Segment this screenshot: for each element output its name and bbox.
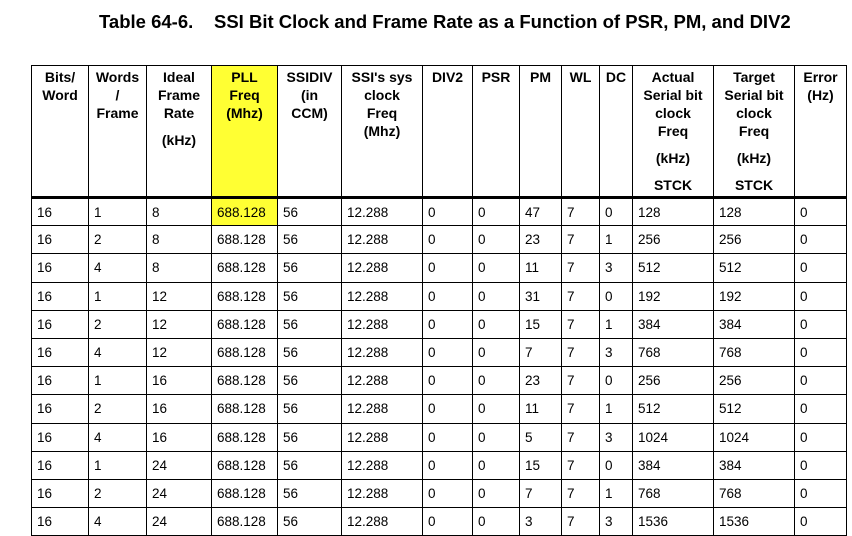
cell-pll-freq: 688.128 [212, 226, 278, 254]
header-line: Bits/ [44, 69, 76, 85]
table-row [32, 479, 847, 507]
cell-pll-freq: 688.128 [212, 508, 278, 536]
cell-pll-freq: 688.128 [212, 451, 278, 479]
cell-target-serial: 1024 [714, 423, 795, 451]
cell-dc: 3 [600, 254, 633, 282]
column-header-dc [600, 66, 633, 198]
header-line: Serial bit [724, 87, 784, 103]
column-header-pll-freq [212, 66, 278, 198]
cell-dc: 3 [600, 508, 633, 536]
cell-actual-serial: 384 [633, 310, 714, 338]
header-row [32, 66, 847, 198]
cell-dc: 3 [600, 423, 633, 451]
cell-div2: 0 [423, 226, 473, 254]
table-row [32, 395, 847, 423]
table-row [32, 310, 847, 338]
header-spacer [633, 167, 713, 176]
cell-ssi-sys-clock: 12.288 [342, 226, 423, 254]
cell-wl: 7 [562, 367, 600, 395]
cell-ssi-sys-clock: 12.288 [342, 423, 423, 451]
cell-target-serial: 768 [714, 338, 795, 366]
cell-bits-word: 16 [32, 508, 89, 536]
header-line: Frame [157, 87, 201, 103]
cell-ssi-sys-clock: 12.288 [342, 338, 423, 366]
table-row [32, 198, 847, 226]
cell-div2: 0 [423, 423, 473, 451]
table-caption [99, 10, 799, 33]
cell-pm: 23 [520, 367, 562, 395]
cell-bits-word: 16 [32, 395, 89, 423]
column-header-bits-word [32, 66, 89, 198]
cell-target-serial: 512 [714, 395, 795, 423]
cell-div2: 0 [423, 338, 473, 366]
cell-div2: 0 [423, 451, 473, 479]
cell-bits-word: 16 [32, 282, 89, 310]
cell-actual-serial: 256 [633, 226, 714, 254]
column-header-ideal-frame-rate [147, 66, 212, 198]
header-line: Freq [657, 123, 689, 139]
cell-actual-serial: 256 [633, 367, 714, 395]
header-spacer [147, 122, 211, 131]
table-header [32, 66, 847, 198]
cell-ssidiv: 56 [278, 254, 342, 282]
cell-ideal-frame-rate: 16 [147, 423, 212, 451]
header-line: SSI's sys [351, 69, 413, 85]
cell-ssidiv: 56 [278, 198, 342, 226]
cell-error: 0 [795, 479, 847, 507]
cell-ssidiv: 56 [278, 367, 342, 395]
cell-actual-serial: 768 [633, 338, 714, 366]
cell-psr: 0 [473, 338, 520, 366]
header-spacer [714, 167, 794, 176]
cell-words-frame: 2 [89, 310, 147, 338]
cell-ideal-frame-rate: 16 [147, 367, 212, 395]
cell-words-frame: 2 [89, 395, 147, 423]
cell-bits-word: 16 [32, 198, 89, 226]
header-line: clock [364, 87, 400, 103]
header-line: / [115, 87, 120, 103]
table-row [32, 254, 847, 282]
cell-wl: 7 [562, 338, 600, 366]
cell-pll-freq: 688.128 [212, 423, 278, 451]
cell-bits-word: 16 [32, 451, 89, 479]
cell-actual-serial: 192 [633, 282, 714, 310]
header-line: DC [605, 69, 627, 85]
cell-psr: 0 [473, 310, 520, 338]
cell-dc: 1 [600, 395, 633, 423]
header-line: Error [803, 69, 838, 85]
header-line: Ideal [163, 69, 195, 85]
cell-ssi-sys-clock: 12.288 [342, 479, 423, 507]
cell-pll-freq: 688.128 [212, 395, 278, 423]
cell-wl: 7 [562, 423, 600, 451]
header-line: PM [530, 69, 551, 85]
cell-ssidiv: 56 [278, 226, 342, 254]
header-line: (Mhz) [363, 123, 401, 139]
cell-ssi-sys-clock: 12.288 [342, 395, 423, 423]
cell-pm: 11 [520, 395, 562, 423]
cell-target-serial: 768 [714, 479, 795, 507]
cell-ideal-frame-rate: 12 [147, 338, 212, 366]
column-header-pm [520, 66, 562, 198]
header-line: PSR [481, 69, 511, 85]
cell-ideal-frame-rate: 24 [147, 479, 212, 507]
cell-words-frame: 4 [89, 338, 147, 366]
cell-pm: 5 [520, 423, 562, 451]
cell-ideal-frame-rate: 12 [147, 282, 212, 310]
cell-ideal-frame-rate: 8 [147, 254, 212, 282]
cell-target-serial: 384 [714, 310, 795, 338]
cell-pm: 31 [520, 282, 562, 310]
header-line: (kHz) [655, 150, 691, 166]
cell-target-serial: 256 [714, 226, 795, 254]
cell-wl: 7 [562, 310, 600, 338]
cell-pll-freq: 688.128 [212, 479, 278, 507]
cell-ideal-frame-rate: 8 [147, 226, 212, 254]
cell-words-frame: 4 [89, 423, 147, 451]
column-header-ssidiv [278, 66, 342, 198]
cell-bits-word: 16 [32, 226, 89, 254]
cell-words-frame: 2 [89, 226, 147, 254]
table-number: Table 64-6. [99, 11, 194, 32]
header-line: Words [95, 69, 140, 85]
header-line: Frame [96, 105, 139, 121]
header-line: STCK [653, 177, 693, 193]
cell-dc: 0 [600, 198, 633, 226]
cell-wl: 7 [562, 395, 600, 423]
cell-pll-freq: 688.128 [212, 282, 278, 310]
table-body [32, 198, 847, 536]
cell-dc: 1 [600, 226, 633, 254]
cell-words-frame: 4 [89, 254, 147, 282]
cell-div2: 0 [423, 479, 473, 507]
table-row [32, 338, 847, 366]
header-line: (Mhz) [226, 105, 263, 121]
header-line: Freq [229, 87, 260, 103]
column-header-ssi-sys-clock [342, 66, 423, 198]
cell-bits-word: 16 [32, 423, 89, 451]
cell-actual-serial: 1024 [633, 423, 714, 451]
header-line: SSIDIV [286, 69, 333, 85]
header-line: Rate [163, 105, 195, 121]
cell-wl: 7 [562, 508, 600, 536]
cell-ssidiv: 56 [278, 423, 342, 451]
cell-error: 0 [795, 254, 847, 282]
cell-dc: 0 [600, 451, 633, 479]
cell-div2: 0 [423, 198, 473, 226]
cell-dc: 1 [600, 310, 633, 338]
cell-error: 0 [795, 423, 847, 451]
cell-pll-freq: 688.128 [212, 198, 278, 226]
header-line: Freq [738, 123, 770, 139]
table-row [32, 451, 847, 479]
cell-div2: 0 [423, 367, 473, 395]
cell-bits-word: 16 [32, 310, 89, 338]
table-row [32, 226, 847, 254]
cell-ssidiv: 56 [278, 395, 342, 423]
column-header-actual-serial [633, 66, 714, 198]
cell-ssi-sys-clock: 12.288 [342, 367, 423, 395]
header-line: (Hz) [807, 87, 834, 103]
cell-actual-serial: 384 [633, 451, 714, 479]
cell-ssi-sys-clock: 12.288 [342, 198, 423, 226]
header-line: clock [655, 105, 691, 121]
cell-pm: 7 [520, 338, 562, 366]
cell-pm: 11 [520, 254, 562, 282]
cell-target-serial: 256 [714, 367, 795, 395]
cell-target-serial: 128 [714, 198, 795, 226]
cell-ssi-sys-clock: 12.288 [342, 254, 423, 282]
cell-error: 0 [795, 451, 847, 479]
header-line: DIV2 [431, 69, 464, 85]
header-line: CCM) [291, 105, 328, 121]
cell-ideal-frame-rate: 16 [147, 395, 212, 423]
cell-psr: 0 [473, 508, 520, 536]
header-line: Serial bit [643, 87, 703, 103]
cell-error: 0 [795, 198, 847, 226]
cell-ssidiv: 56 [278, 451, 342, 479]
cell-pm: 15 [520, 310, 562, 338]
cell-ssidiv: 56 [278, 479, 342, 507]
cell-ssi-sys-clock: 12.288 [342, 310, 423, 338]
cell-wl: 7 [562, 254, 600, 282]
cell-bits-word: 16 [32, 254, 89, 282]
header-line: Freq [366, 105, 398, 121]
cell-pll-freq: 688.128 [212, 338, 278, 366]
table-row [32, 367, 847, 395]
cell-ideal-frame-rate: 8 [147, 198, 212, 226]
cell-actual-serial: 1536 [633, 508, 714, 536]
cell-ssidiv: 56 [278, 310, 342, 338]
cell-psr: 0 [473, 395, 520, 423]
cell-pm: 47 [520, 198, 562, 226]
cell-actual-serial: 512 [633, 395, 714, 423]
cell-words-frame: 2 [89, 479, 147, 507]
cell-ssi-sys-clock: 12.288 [342, 451, 423, 479]
cell-ssidiv: 56 [278, 282, 342, 310]
cell-div2: 0 [423, 508, 473, 536]
cell-error: 0 [795, 226, 847, 254]
cell-psr: 0 [473, 479, 520, 507]
cell-words-frame: 1 [89, 282, 147, 310]
cell-actual-serial: 128 [633, 198, 714, 226]
cell-ssidiv: 56 [278, 508, 342, 536]
cell-bits-word: 16 [32, 479, 89, 507]
cell-error: 0 [795, 310, 847, 338]
cell-psr: 0 [473, 254, 520, 282]
cell-ideal-frame-rate: 12 [147, 310, 212, 338]
cell-ssi-sys-clock: 12.288 [342, 508, 423, 536]
cell-dc: 0 [600, 282, 633, 310]
cell-dc: 0 [600, 367, 633, 395]
cell-pm: 7 [520, 479, 562, 507]
table-row [32, 423, 847, 451]
cell-psr: 0 [473, 423, 520, 451]
cell-psr: 0 [473, 367, 520, 395]
cell-wl: 7 [562, 282, 600, 310]
header-line: Actual [651, 69, 695, 85]
header-spacer [633, 140, 713, 149]
header-line: (kHz) [736, 150, 772, 166]
cell-psr: 0 [473, 451, 520, 479]
cell-wl: 7 [562, 479, 600, 507]
cell-wl: 7 [562, 198, 600, 226]
cell-pll-freq: 688.128 [212, 254, 278, 282]
header-line: Word [42, 87, 78, 103]
cell-target-serial: 1536 [714, 508, 795, 536]
cell-words-frame: 1 [89, 367, 147, 395]
cell-words-frame: 1 [89, 451, 147, 479]
cell-words-frame: 1 [89, 198, 147, 226]
cell-ideal-frame-rate: 24 [147, 508, 212, 536]
column-header-target-serial [714, 66, 795, 198]
table-title: SSI Bit Clock and Frame Rate as a Function of PSR, PM, and DIV2 [214, 11, 791, 32]
cell-ssi-sys-clock: 12.288 [342, 282, 423, 310]
cell-words-frame: 4 [89, 508, 147, 536]
cell-div2: 0 [423, 310, 473, 338]
cell-actual-serial: 512 [633, 254, 714, 282]
cell-error: 0 [795, 338, 847, 366]
cell-actual-serial: 768 [633, 479, 714, 507]
cell-psr: 0 [473, 226, 520, 254]
cell-target-serial: 192 [714, 282, 795, 310]
cell-dc: 1 [600, 479, 633, 507]
column-header-words-frame [89, 66, 147, 198]
column-header-wl [562, 66, 600, 198]
cell-dc: 3 [600, 338, 633, 366]
column-header-psr [473, 66, 520, 198]
column-header-div2 [423, 66, 473, 198]
cell-target-serial: 384 [714, 451, 795, 479]
header-line: PLL [231, 69, 258, 85]
cell-ssidiv: 56 [278, 338, 342, 366]
cell-pm: 15 [520, 451, 562, 479]
header-line: Target [733, 69, 775, 85]
cell-bits-word: 16 [32, 367, 89, 395]
cell-pm: 23 [520, 226, 562, 254]
cell-div2: 0 [423, 395, 473, 423]
cell-pll-freq: 688.128 [212, 310, 278, 338]
cell-ideal-frame-rate: 24 [147, 451, 212, 479]
ssi-clock-table [31, 65, 847, 536]
cell-error: 0 [795, 367, 847, 395]
cell-psr: 0 [473, 282, 520, 310]
header-line: (in [300, 87, 319, 103]
cell-div2: 0 [423, 254, 473, 282]
column-header-error [795, 66, 847, 198]
cell-bits-word: 16 [32, 338, 89, 366]
header-line: (kHz) [161, 132, 197, 148]
cell-pm: 3 [520, 508, 562, 536]
table-row [32, 282, 847, 310]
header-line: WL [569, 69, 592, 85]
header-line: STCK [734, 177, 774, 193]
table-row [32, 508, 847, 536]
cell-pll-freq: 688.128 [212, 367, 278, 395]
cell-error: 0 [795, 282, 847, 310]
cell-wl: 7 [562, 451, 600, 479]
cell-error: 0 [795, 508, 847, 536]
header-line: clock [736, 105, 772, 121]
header-spacer [714, 140, 794, 149]
cell-div2: 0 [423, 282, 473, 310]
cell-wl: 7 [562, 226, 600, 254]
cell-target-serial: 512 [714, 254, 795, 282]
cell-error: 0 [795, 395, 847, 423]
cell-psr: 0 [473, 198, 520, 226]
